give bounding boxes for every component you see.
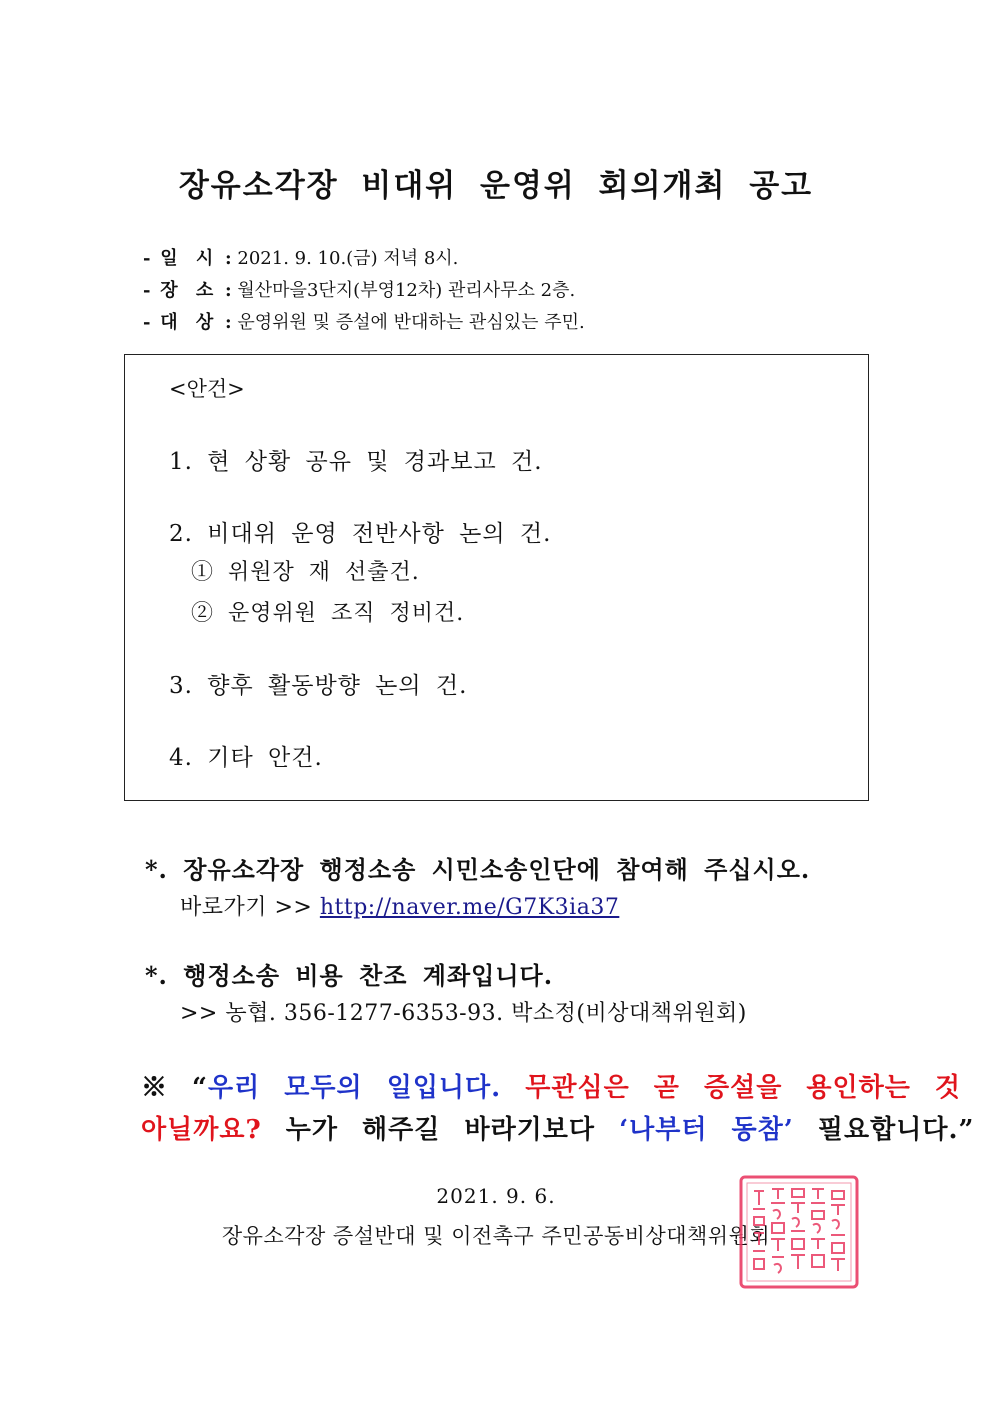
page-title: 장유소각장 비대위 운영위 회의개최 공고 <box>178 168 814 204</box>
info-value: 2021. 9. 10.(금) 저녁 8시. <box>237 248 459 269</box>
notice-account: *. 행정소송 비용 찬조 계좌입니다. <box>145 961 554 990</box>
organization-name: 장유소각장 증설반대 및 이전촉구 주민공동비상대책위원회 <box>221 1224 771 1248</box>
agenda-item-3: 3. 향후 활동방향 논의 건. <box>169 673 468 699</box>
slogan-line-1: ※ “우리 모두의 일입니다. 무관심은 곧 증설을 용인하는 것 <box>141 1073 961 1103</box>
info-label: 일 시 <box>160 248 220 269</box>
lawsuit-link[interactable]: http://naver.me/G7K3ia37 <box>319 895 620 920</box>
slogan-line-2: 아닐까요? 누가 해주길 바라기보다 ‘나부터 동참’ 필요합니다.” <box>141 1115 975 1145</box>
agenda-box <box>124 354 869 801</box>
slogan-red-question: 아닐까요? <box>141 1115 262 1145</box>
official-seal-stamp <box>738 1173 860 1291</box>
agenda-subitem-2: ② 운영위원 조직 정비건. <box>191 601 465 626</box>
agenda-item-2: 2. 비대위 운영 전반사항 논의 건. <box>169 521 552 547</box>
info-row-location: - 장 소 : 월산마을3단지(부영12차) 관리사무소 2층. <box>143 280 576 301</box>
account-info: >> 농협. 356-1277-6353-93. 박소정(비상대책위원회) <box>180 1001 747 1026</box>
agenda-subitem-1: ① 위원장 재 선출건. <box>191 560 420 585</box>
agenda-item-4: 4. 기타 안건. <box>169 745 323 771</box>
issue-date: 2021. 9. 6. <box>436 1184 556 1208</box>
notice-lawsuit-link-row: 바로가기 >> http://naver.me/G7K3ia37 <box>180 895 620 920</box>
info-label: 대 상 <box>160 312 220 333</box>
slogan-blue-text: 우리 모두의 일입니다. <box>208 1073 502 1103</box>
info-row-datetime: - 일 시 : 2021. 9. 10.(금) 저녁 8시. <box>143 248 459 269</box>
slogan-blue-quote: ‘나부터 동참’ <box>619 1115 794 1145</box>
notice-lawsuit: *. 장유소각장 행정소송 시민소송인단에 참여해 주십시오. <box>145 855 811 884</box>
info-value: 운영위원 및 증설에 반대하는 관심있는 주민. <box>237 312 585 333</box>
agenda-item-1: 1. 현 상황 공유 및 경과보고 건. <box>169 449 543 475</box>
agenda-heading: <안건> <box>169 377 245 401</box>
info-row-target: - 대 상 : 운영위원 및 증설에 반대하는 관심있는 주민. <box>143 312 585 333</box>
info-label: 장 소 <box>160 280 220 301</box>
slogan-red-text: 무관심은 곧 증설을 용인하는 것 <box>525 1073 961 1103</box>
info-value: 월산마을3단지(부영12차) 관리사무소 2층. <box>237 280 576 301</box>
